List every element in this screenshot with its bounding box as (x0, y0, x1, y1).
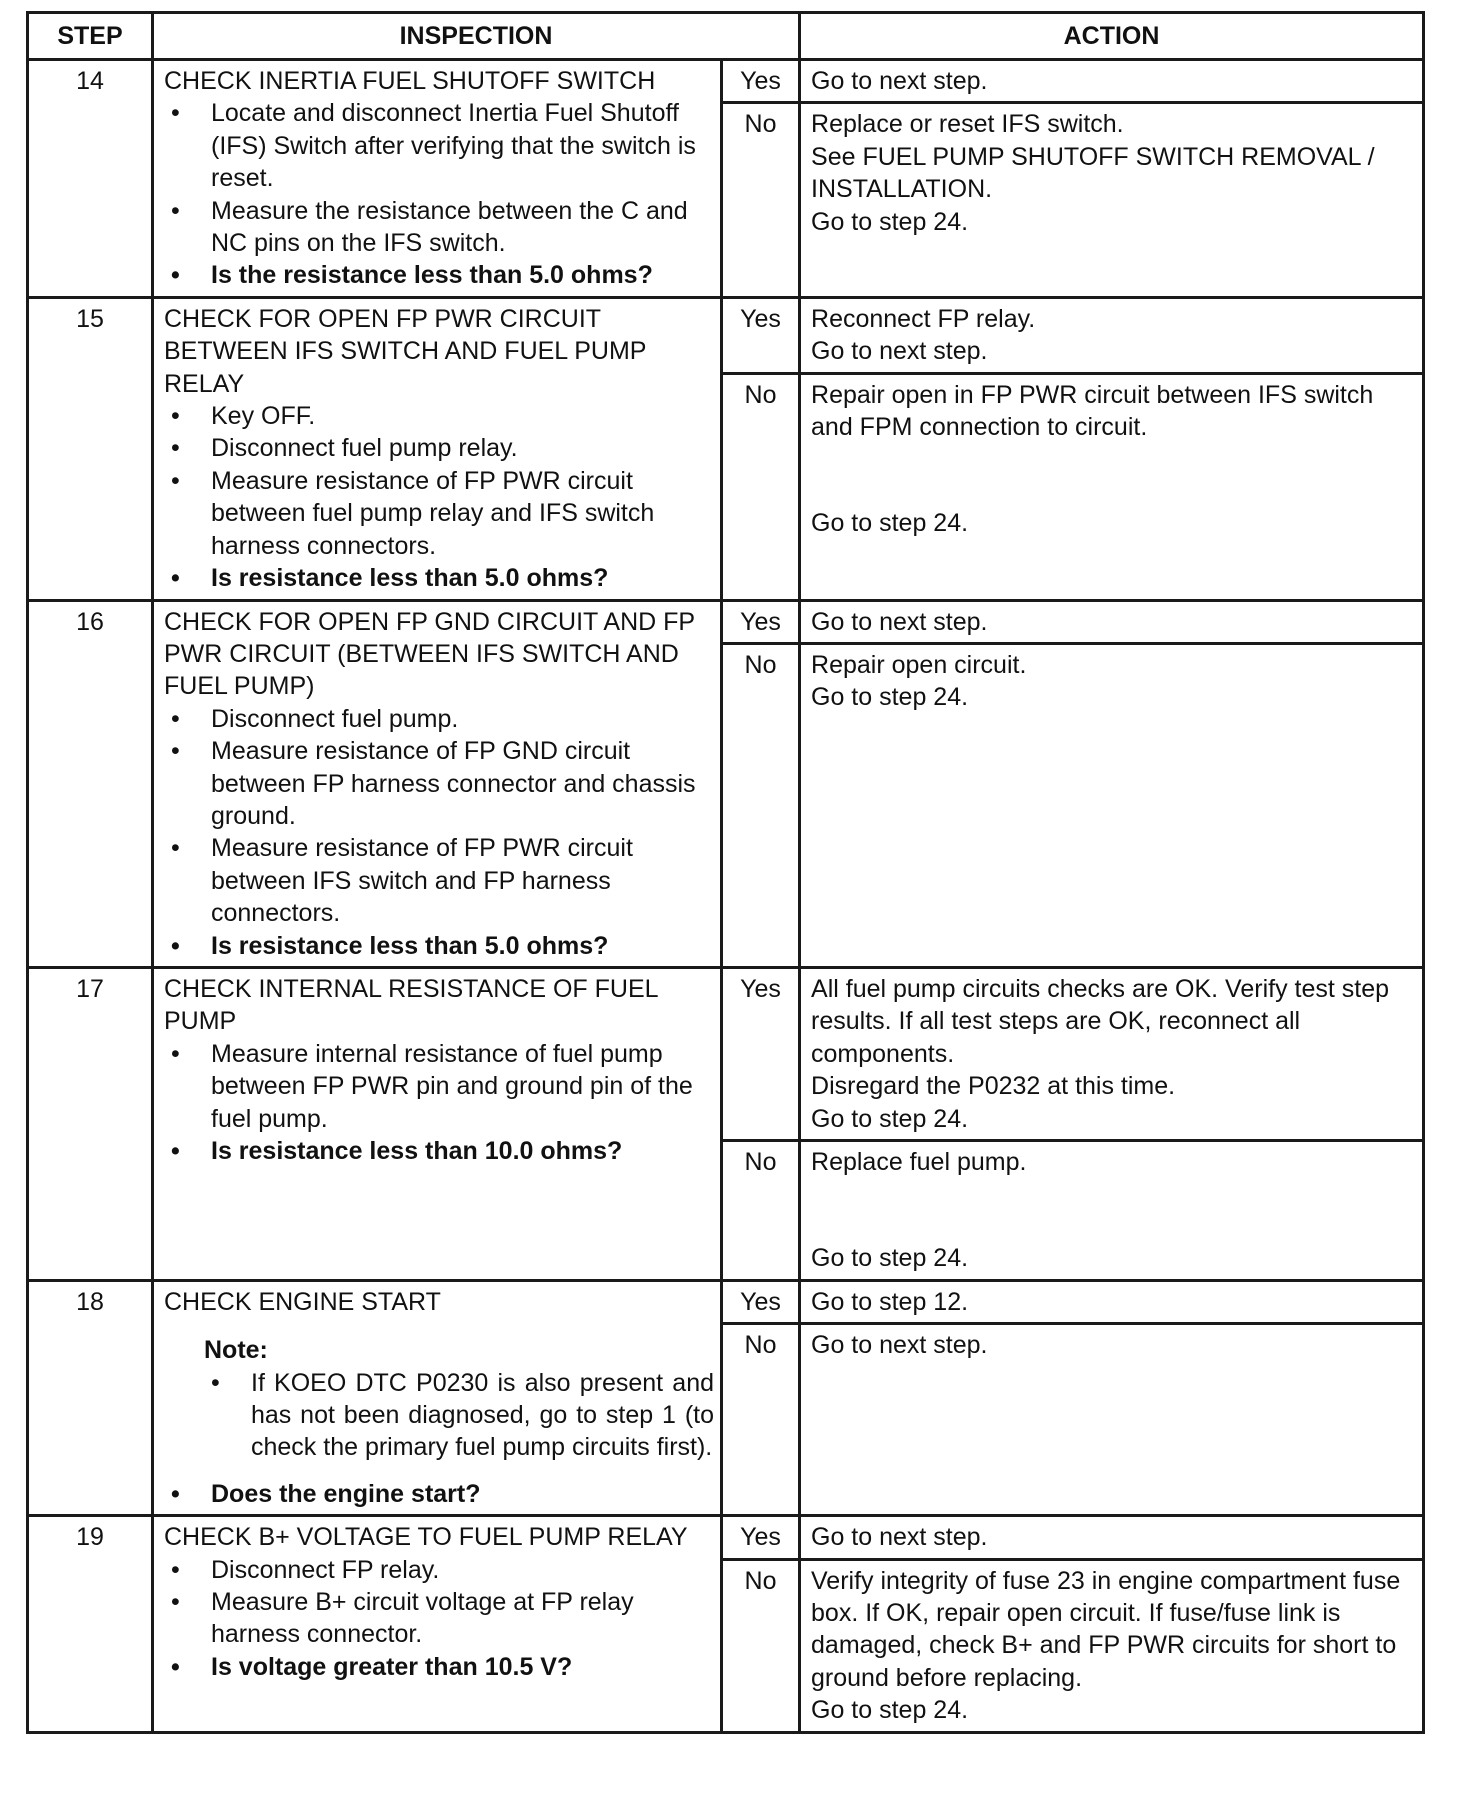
inspection-title: CHECK B+ VOLTAGE TO FUEL PUMP RELAY (164, 1523, 688, 1552)
action-line: Go to step 24. (811, 683, 969, 712)
yes-action (800, 297, 1424, 373)
bullet-item: • Measure resistance of FP GND circuit between FP harness connector and chassis ground. (164, 735, 714, 832)
bullet-item: • Key OFF. (164, 400, 714, 432)
header-inspection: INSPECTION (153, 13, 800, 60)
inspection-cell (153, 600, 722, 967)
yes-action (800, 60, 1424, 103)
yes-label: Yes (722, 297, 800, 373)
note-block (204, 1334, 714, 1464)
inspection-bullets (164, 400, 714, 594)
step-row-yes (28, 600, 1424, 643)
inspection-cell (153, 297, 722, 600)
no-label: No (722, 643, 800, 967)
bullet-item: • Measure B+ circuit voltage at FP relay harness connector. (164, 1586, 714, 1651)
action-line: Go to step 12. (811, 1287, 969, 1316)
inspection-title: CHECK INERTIA FUEL SHUTOFF SWITCH (164, 67, 656, 95)
step-number: 18 (28, 1280, 153, 1515)
spacer (811, 443, 1414, 507)
no-label: No (722, 1141, 800, 1281)
action-line: Repair open circuit. (811, 650, 1027, 679)
no-action (800, 1324, 1424, 1516)
step-row-yes (28, 967, 1424, 1140)
step-number: 14 (28, 60, 153, 298)
no-label: No (722, 1324, 800, 1516)
header-step: STEP (28, 13, 153, 60)
action-line: Replace fuel pump. (811, 1148, 1027, 1176)
action-line: Go to step 24. (811, 207, 969, 236)
inspection-bullets (164, 97, 714, 291)
step-row-yes (28, 1280, 1424, 1323)
yes-label: Yes (722, 1516, 800, 1559)
action-line: Go to step 24. (811, 1696, 969, 1725)
inspection-cell (153, 1516, 722, 1732)
step-row-yes (28, 1516, 1424, 1559)
inspection-title: CHECK FOR OPEN FP GND CIRCUIT AND FP PWR CIRCUIT (BETWEEN IFS SWITCH AND FUEL PUMP) (164, 607, 695, 701)
step-number: 15 (28, 297, 153, 600)
no-action (800, 1559, 1424, 1732)
bullet-item: • Disconnect FP relay. (164, 1554, 714, 1586)
yes-action (800, 600, 1424, 643)
step-number: 16 (28, 600, 153, 967)
inspection-title: CHECK ENGINE START (164, 1287, 441, 1316)
no-label: No (722, 103, 800, 297)
no-action (800, 373, 1424, 600)
action-line: Disregard the P0232 at this time. (811, 1072, 1176, 1101)
inspection-question: • Is the resistance less than 5.0 ohms? (164, 259, 714, 291)
action-line: Go to step 24. (811, 1244, 969, 1273)
bullet-item: • Measure internal resistance of fuel pump between FP PWR pin and ground pin of the fuel pump. (164, 1038, 714, 1135)
no-label: No (722, 373, 800, 600)
action-line: Reconnect FP relay. (811, 304, 1036, 333)
action-line: Go to next step. (811, 1523, 988, 1552)
action-line: Go to step 24. (811, 1104, 969, 1133)
note-bullets (204, 1367, 714, 1464)
yes-action (800, 1516, 1424, 1559)
spacer (811, 1178, 1414, 1242)
bullet-item: • Disconnect fuel pump relay. (164, 432, 714, 464)
inspection-bullets (164, 1554, 714, 1684)
action-line: See FUEL PUMP SHUTOFF SWITCH REMOVAL / INSTALLATION. (811, 142, 1375, 204)
action-line: Go to next step. (811, 1331, 988, 1360)
action-line: Go to step 24. (811, 509, 969, 538)
inspection-question: • Is resistance less than 5.0 ohms? (164, 562, 714, 594)
action-line: Verify integrity of fuse 23 in engine compartment fuse box. If OK, repair open circuit. If fuse/fuse link is damaged, check B+ and FP PWR circuits for short to ground before replacing. (811, 1566, 1401, 1692)
step-row-yes (28, 297, 1424, 373)
bullet-item: • Measure resistance of FP PWR circuit between fuel pump relay and IFS switch harness connectors. (164, 465, 714, 562)
action-line: All fuel pump circuits checks are OK. Verify test step results. If all test steps are OK, reconnect all components. (811, 974, 1390, 1068)
action-line: Go to next step. (811, 337, 988, 366)
note-bullet-item: • If KOEO DTC P0230 is also present and has not been diagnosed, go to step 1 (to check the primary fuel pump circuits first). (204, 1367, 714, 1464)
note-label: Note: (204, 1336, 268, 1365)
diagnostic-table (26, 11, 1425, 1734)
step-number: 17 (28, 967, 153, 1280)
bullet-item: • Locate and disconnect Inertia Fuel Shutoff (IFS) Switch after verifying that the switch is reset. (164, 97, 714, 194)
inspection-question: • Is voltage greater than 10.5 V? (164, 1651, 714, 1683)
inspection-question: • Does the engine start? (164, 1478, 714, 1510)
bullet-item: • Measure resistance of FP PWR circuit between IFS switch and FP harness connectors. (164, 832, 714, 929)
inspection-bullets (164, 1038, 714, 1168)
yes-label: Yes (722, 60, 800, 103)
action-line: Repair open in FP PWR circuit between IFS switch and FPM connection to circuit. (811, 380, 1374, 442)
inspection-bullets (164, 1478, 714, 1510)
bullet-item: • Disconnect fuel pump. (164, 703, 714, 735)
yes-label: Yes (722, 1280, 800, 1323)
inspection-cell (153, 967, 722, 1280)
yes-action (800, 1280, 1424, 1323)
action-line: Replace or reset IFS switch. (811, 110, 1124, 139)
inspection-title: CHECK FOR OPEN FP PWR CIRCUIT BETWEEN IFS SWITCH AND FUEL PUMP RELAY (164, 304, 646, 398)
inspection-cell (153, 60, 722, 298)
bullet-item: • Measure the resistance between the C and NC pins on the IFS switch. (164, 195, 714, 260)
inspection-question: • Is resistance less than 10.0 ohms? (164, 1135, 714, 1167)
inspection-title: CHECK INTERNAL RESISTANCE OF FUEL PUMP (164, 974, 658, 1036)
no-action (800, 643, 1424, 967)
yes-label: Yes (722, 600, 800, 643)
header-row (28, 13, 1424, 60)
step-row-yes (28, 60, 1424, 103)
inspection-bullets (164, 703, 714, 962)
no-action (800, 1141, 1424, 1281)
no-label: No (722, 1559, 800, 1732)
action-line: Go to next step. (811, 607, 988, 636)
no-action (800, 103, 1424, 297)
step-number: 19 (28, 1516, 153, 1732)
action-line: Go to next step. (811, 67, 988, 95)
yes-label: Yes (722, 967, 800, 1140)
header-action: ACTION (800, 13, 1424, 60)
yes-action (800, 967, 1424, 1140)
inspection-question: • Is resistance less than 5.0 ohms? (164, 930, 714, 962)
inspection-cell (153, 1280, 722, 1515)
